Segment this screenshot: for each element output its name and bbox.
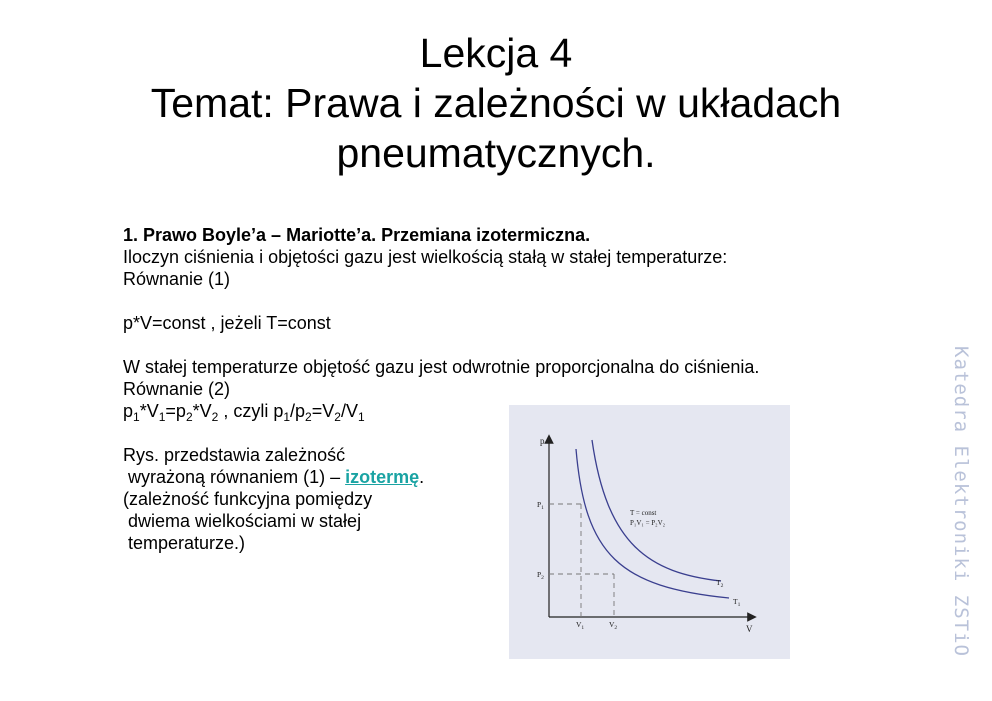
v2-label: $V_2$ [609, 620, 618, 631]
title-line-1: Lekcja 4 [419, 30, 573, 76]
v1-label: $V_1$ [576, 620, 585, 631]
watermark-text: Katedra Elektroniki ZSTiO [950, 346, 972, 657]
title-line-2: Temat: Prawa i zależności w układach [150, 80, 842, 126]
p2-label: $P_2$ [537, 570, 544, 581]
p-axis-label: p [540, 436, 545, 446]
description-line-5: temperaturze.) [128, 533, 246, 553]
description-line-4: dwiema wielkościami w stałej [128, 511, 362, 531]
isotherm-diagram [509, 405, 790, 659]
section-heading: 1. Prawo Boyle’a – Mariotte’a. Przemiana izotermiczna. [123, 225, 591, 245]
equation-2-label: Równanie (2) [123, 379, 231, 399]
paragraph-2: W stałej temperaturze objętość gazu jest odwrotnie proporcjonalna do ciśnienia. [123, 357, 760, 377]
guide-lines [549, 504, 614, 617]
isotherm-curve-t2 [592, 440, 721, 581]
slide-title [0, 28, 992, 178]
spacer [123, 290, 903, 312]
p1-label: $P_1$ [537, 500, 544, 511]
equation-2: $p_1*V_1=p_2*V_2$ , czyli $p_1/p_2=V_2/V_1$ [123, 401, 365, 424]
title-line-3: pneumatycznych. [336, 130, 656, 176]
equation-1: p*V=const , jeżeli T=const [123, 313, 331, 333]
curve-t2-label: $T_2$ [716, 578, 724, 589]
spacer [123, 334, 903, 356]
description-line-1: Rys. przedstawia zależność [123, 445, 346, 465]
izoterma-link[interactable]: izotermę [345, 467, 420, 487]
t-const-label: T = const [630, 509, 657, 517]
description-line-3: (zależność funkcyjna pomiędzy [123, 489, 373, 509]
v-axis-label: V [746, 624, 753, 634]
paragraph-1: Iloczyn ciśnienia i objętości gazu jest wielkością stałą w stałej temperaturze: [123, 247, 728, 267]
pv-equation-label: P₁V₁ = P₂V₂ [630, 519, 666, 527]
curve-t1-label: $T_1$ [733, 597, 741, 608]
equation-1-label: Równanie (1) [123, 269, 231, 289]
isotherm-figure [509, 405, 790, 659]
description-line-2: wyrażoną równaniem (1) – izotermę. [123, 467, 425, 487]
